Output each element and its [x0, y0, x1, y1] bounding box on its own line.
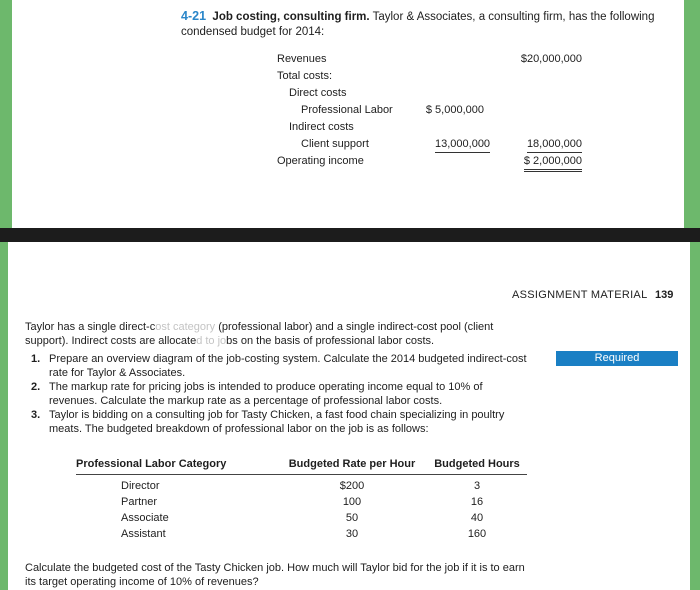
table-row: [76, 510, 527, 526]
page-edge-right: [684, 0, 700, 228]
revenues-label: Revenues: [277, 53, 327, 65]
cell-rate: 30: [345, 528, 359, 540]
table-header-row: [76, 458, 527, 475]
intro-part-3: bs on the basis of professional labor costs.: [226, 335, 435, 347]
client-support-value-cell: [435, 137, 491, 153]
question-number: 3.: [31, 409, 41, 421]
question-text: Taylor is bidding on a consulting job for Tasty Chicken, a fast food chain specializing in poultry meats. The budgeted breakdown of professional labor on the job is as follows:: [49, 409, 505, 435]
page-edge-left-lower: [0, 242, 8, 590]
cell-category: Assistant: [121, 528, 166, 540]
operating-income-value-cell: [510, 154, 582, 172]
professional-labor-label: Professional Labor: [301, 104, 393, 116]
problem-number: 4-21: [181, 9, 207, 23]
table-row: [76, 526, 527, 542]
column-header-category: Professional Labor Category: [76, 458, 227, 470]
direct-costs-label: Direct costs: [289, 87, 347, 99]
column-header-hours: Budgeted Hours: [434, 458, 520, 470]
operating-income-label: Operating income: [277, 155, 364, 167]
question-item: [31, 352, 531, 380]
problem-title: Job costing, consulting firm.: [212, 11, 370, 23]
intro-faded-2: d to jo: [196, 335, 227, 347]
page-number: 139: [655, 289, 674, 301]
page-edge-right-lower: [690, 242, 700, 590]
problem-heading: [181, 9, 681, 40]
question-list: [31, 352, 531, 436]
client-support-value: 13,000,000: [435, 137, 490, 153]
cell-category: Director: [121, 480, 160, 492]
total-costs-label: Total costs:: [277, 70, 333, 82]
cell-hours: 3: [473, 480, 481, 492]
operating-income-value: $ 2,000,000: [524, 154, 582, 172]
intro-faded-1: ost category: [155, 321, 216, 333]
question-number: 1.: [31, 353, 41, 365]
final-question: Calculate the budgeted cost of the Tasty Chicken job. How much will Taylor bid for the job if it is to earn its target operating income of 10% of revenues?: [25, 562, 525, 588]
question-number: 2.: [31, 381, 41, 393]
question-item: [31, 408, 531, 436]
question-text: Prepare an overview diagram of the job-costing system. Calculate the 2014 budgeted indirect-cost rate for Taylor & Associates.: [49, 353, 527, 379]
page-edge-left: [0, 0, 12, 228]
section-header: ASSIGNMENT MATERIAL: [512, 289, 648, 301]
intro-paragraph: [25, 320, 535, 348]
table-row: [76, 475, 527, 495]
professional-labor-value: $ 5,000,000: [425, 104, 484, 116]
professional-labor-table: [76, 458, 527, 542]
cell-hours: 160: [467, 528, 487, 540]
required-badge: Required: [556, 351, 678, 366]
cell-rate: 50: [345, 512, 359, 524]
cell-category: Associate: [121, 512, 169, 524]
intro-part-1: Taylor has a single direct-c: [25, 321, 156, 333]
problem-text: Taylor & Associates, a consulting firm, has the following condensed budget for 2014:: [181, 11, 655, 38]
cell-rate: $200: [339, 480, 365, 492]
cell-hours: 16: [470, 496, 484, 508]
indirect-costs-label: Indirect costs: [289, 121, 354, 133]
question-text: The markup rate for pricing jobs is intended to produce operating income equal to 10% of revenues. Calculate the markup rate as a percentage of professional labor costs.: [49, 381, 483, 407]
cell-rate: 100: [342, 496, 362, 508]
total-costs-value-cell: [510, 137, 582, 153]
client-support-label: Client support: [301, 138, 369, 150]
question-item: [31, 380, 531, 408]
intro-part-2: (professional labor) and a single indirect-cost pool (client support). Indirect costs are allocate: [25, 321, 494, 347]
cell-category: Partner: [121, 496, 158, 508]
cell-hours: 40: [470, 512, 484, 524]
column-header-rate: Budgeted Rate per Hour: [288, 458, 416, 470]
revenues-value: $20,000,000: [520, 53, 582, 65]
table-row: [76, 494, 527, 510]
page-divider: [0, 228, 700, 242]
total-costs-value: 18,000,000: [527, 137, 582, 153]
